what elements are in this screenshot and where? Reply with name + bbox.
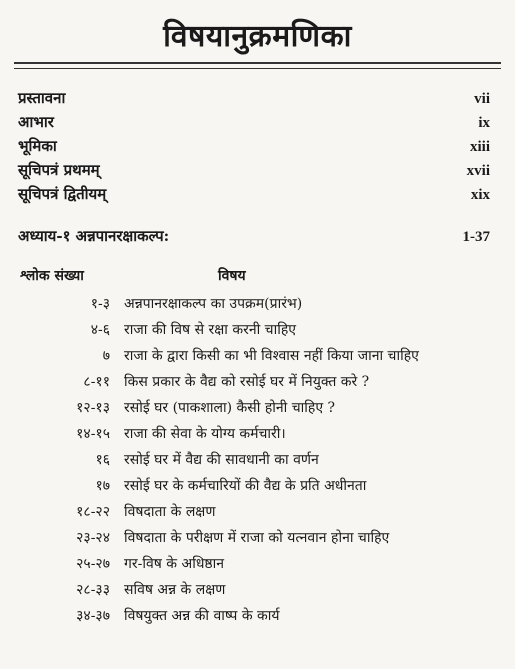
shloka-number: ३४-३७ <box>76 608 110 624</box>
topic-text: अन्नपानरक्षाकल्प का उपक्रम(प्रारंभ) <box>124 296 303 312</box>
list-item <box>0 370 515 396</box>
front-matter-page: ix <box>478 115 490 131</box>
topic-text: रसोई घर के कर्मचारियों की वैद्य के प्रति अधीनता <box>124 478 367 494</box>
front-matter-label: सूचिपत्रं प्रथमम् <box>18 161 100 179</box>
topic-text: विषदाता के लक्षण <box>124 504 216 520</box>
list-item <box>0 578 515 604</box>
topic-text: रसोई घर (पाकशाला) कैसी होनी चाहिए ? <box>124 400 336 416</box>
column-header-shloka: श्लोक संख्या <box>20 268 84 284</box>
list-item <box>0 500 515 526</box>
front-matter-page: xvii <box>466 163 490 179</box>
shloka-number: १६ <box>95 452 110 468</box>
front-matter-item <box>18 136 490 160</box>
chapter-heading <box>18 226 490 246</box>
chapter-pages: 1-37 <box>462 229 490 245</box>
front-matter-item <box>18 160 490 184</box>
front-matter-item <box>18 112 490 136</box>
front-matter-label: सूचिपत्रं द्वितीयम् <box>18 185 107 203</box>
topic-text: राजा की विष से रक्षा करनी चाहिए <box>124 322 296 338</box>
topic-text: राजा के द्वारा किसी का भी विश्वास नहीं किया जाना चाहिए <box>124 348 419 364</box>
chapter-label: अध्याय-१ अन्नपानरक्षाकल्प: <box>18 227 170 245</box>
list-item <box>0 552 515 578</box>
front-matter-page: xix <box>470 187 490 203</box>
shloka-number: ८-११ <box>83 374 110 390</box>
topic-text: राजा की सेवा के योग्य कर्मचारी। <box>124 426 286 442</box>
list-item <box>0 318 515 344</box>
front-matter-label: प्रस्तावना <box>18 89 66 107</box>
front-matter-page: xiii <box>469 139 490 155</box>
list-item <box>0 604 515 630</box>
title-rule-thick <box>14 62 501 64</box>
shloka-number: ७ <box>102 348 110 364</box>
list-item <box>0 526 515 552</box>
shloka-number: १-३ <box>90 296 110 312</box>
page-title: विषयानुक्रमणिका <box>163 19 352 54</box>
front-matter-list <box>18 88 490 208</box>
topic-text: गर-विष के अधिष्ठान <box>124 556 225 572</box>
list-item <box>0 448 515 474</box>
shloka-number: २५-२७ <box>76 556 110 572</box>
topic-text: विषदाता के परीक्षण में राजा को यत्नवान होना चाहिए <box>124 530 390 546</box>
shloka-number: १७ <box>95 478 110 494</box>
list-item <box>0 474 515 500</box>
topic-text: रसोई घर में वैद्य की सावधानी का वर्णन <box>124 452 319 468</box>
title-rule-thin <box>14 68 501 69</box>
list-item <box>0 292 515 318</box>
shloka-number: १४-१५ <box>76 426 110 442</box>
list-item <box>0 396 515 422</box>
topic-text: सविष अन्न के लक्षण <box>124 582 226 598</box>
list-item <box>0 344 515 370</box>
shloka-number: १२-१३ <box>76 400 110 416</box>
front-matter-item <box>18 184 490 208</box>
front-matter-label: भूमिका <box>18 137 57 155</box>
front-matter-item <box>18 88 490 112</box>
list-item <box>0 422 515 448</box>
column-header-topic: विषय <box>218 268 246 284</box>
topic-text: किस प्रकार के वैद्य को रसोई घर में नियुक्त करे ? <box>124 374 370 390</box>
shloka-number: २३-२४ <box>76 530 110 546</box>
shloka-number: २८-३३ <box>76 582 110 598</box>
topic-text: विषयुक्त अन्न की वाष्प के कार्य <box>124 608 280 624</box>
shloka-list <box>0 292 515 630</box>
front-matter-label: आभार <box>18 113 54 131</box>
shloka-number: १८-२२ <box>76 504 110 520</box>
shloka-number: ४-६ <box>90 322 110 338</box>
front-matter-page: vii <box>474 91 490 107</box>
